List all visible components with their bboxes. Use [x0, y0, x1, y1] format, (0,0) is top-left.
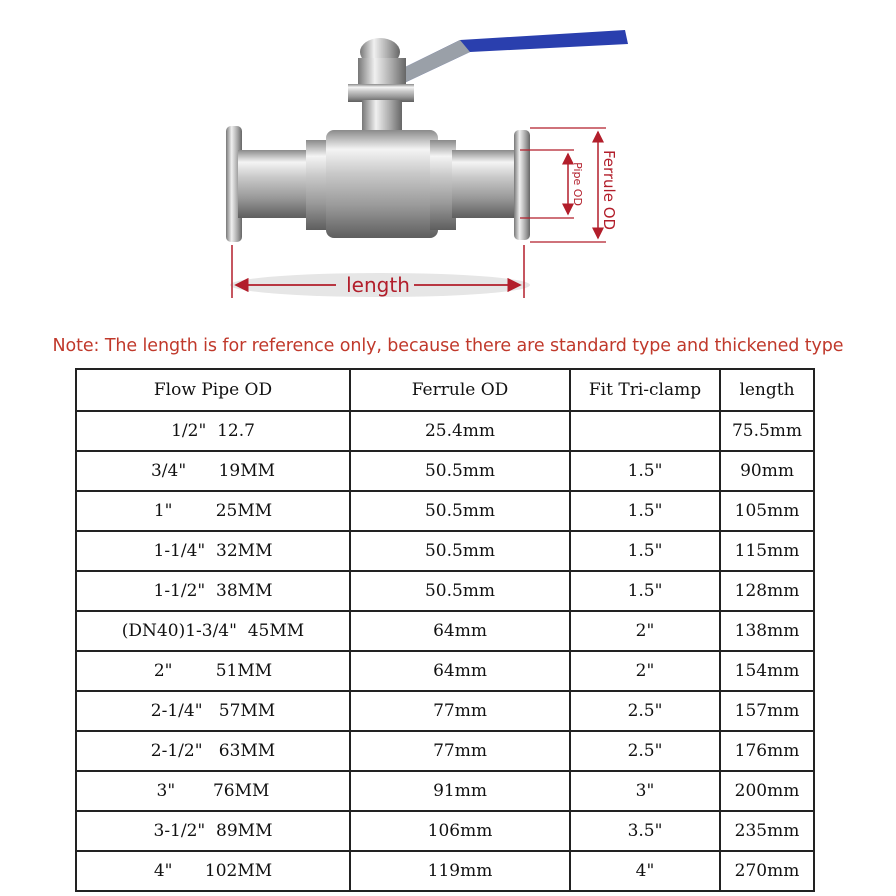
ferrule-od-cell: 77mm — [350, 691, 570, 731]
table-row — [76, 691, 814, 731]
tri-clamp-cell: 2.5" — [570, 731, 720, 771]
tri-clamp-cell — [570, 411, 720, 451]
table-row — [76, 411, 814, 451]
table-row — [76, 571, 814, 611]
ferrule-od-cell: 91mm — [350, 771, 570, 811]
ferrule-od-cell: 64mm — [350, 651, 570, 691]
flow-pipe-od-cell: 2-1/4" 57MM — [76, 691, 350, 731]
table-row — [76, 531, 814, 571]
tri-clamp-cell: 3" — [570, 771, 720, 811]
flow-pipe-od-cell: 1/2" 12.7 — [76, 411, 350, 451]
left-ferrule — [226, 126, 332, 242]
ferrule-od-cell: 119mm — [350, 851, 570, 891]
ferrule-od-label: Ferrule OD — [600, 149, 618, 231]
length-cell: 75.5mm — [720, 411, 814, 451]
ferrule-od-cell: 50.5mm — [350, 491, 570, 531]
ferrule-od-cell: 50.5mm — [350, 531, 570, 571]
length-cell: 115mm — [720, 531, 814, 571]
valve-stem — [348, 38, 414, 140]
reference-note: Note: The length is for reference only, because there are standard type and thickened type — [52, 336, 844, 356]
length-cell: 128mm — [720, 571, 814, 611]
table-row — [76, 651, 814, 691]
flow-pipe-od-cell: 2-1/2" 63MM — [76, 731, 350, 771]
length-cell: 176mm — [720, 731, 814, 771]
length-cell: 105mm — [720, 491, 814, 531]
ferrule-od-cell: 106mm — [350, 811, 570, 851]
tri-clamp-cell: 1.5" — [570, 491, 720, 531]
tri-clamp-cell: 2" — [570, 651, 720, 691]
flow-pipe-od-cell: 3-1/2" 89MM — [76, 811, 350, 851]
ferrule-od-cell: 25.4mm — [350, 411, 570, 451]
length-cell: 200mm — [720, 771, 814, 811]
flow-pipe-od-cell: 4" 102MM — [76, 851, 350, 891]
spec-table — [75, 368, 815, 892]
ferrule-od-cell: 50.5mm — [350, 571, 570, 611]
tri-clamp-cell: 1.5" — [570, 451, 720, 491]
valve-body — [326, 130, 438, 238]
header-length: length — [720, 369, 814, 411]
length-cell: 154mm — [720, 651, 814, 691]
ferrule-od-cell: 64mm — [350, 611, 570, 651]
ferrule-od-cell: 77mm — [350, 731, 570, 771]
table-row — [76, 811, 814, 851]
valve-handle — [395, 30, 628, 84]
table-row — [76, 731, 814, 771]
tri-clamp-cell: 1.5" — [570, 531, 720, 571]
flow-pipe-od-cell: 3" 76MM — [76, 771, 350, 811]
ferrule-od-cell: 50.5mm — [350, 451, 570, 491]
pipe-od-label: Pipe OD — [571, 162, 584, 206]
length-cell: 270mm — [720, 851, 814, 891]
flow-pipe-od-cell: 1" 25MM — [76, 491, 350, 531]
table-row — [76, 851, 814, 891]
right-ferrule — [452, 130, 530, 240]
flow-pipe-od-cell: 3/4" 19MM — [76, 451, 350, 491]
tri-clamp-cell: 2" — [570, 611, 720, 651]
table-row — [76, 611, 814, 651]
length-label: length — [346, 273, 410, 297]
tri-clamp-cell: 3.5" — [570, 811, 720, 851]
flow-pipe-od-cell: 1-1/4" 32MM — [76, 531, 350, 571]
length-cell: 157mm — [720, 691, 814, 731]
tri-clamp-cell: 2.5" — [570, 691, 720, 731]
header-flow-pipe-od: Flow Pipe OD — [76, 369, 350, 411]
length-cell: 235mm — [720, 811, 814, 851]
flow-pipe-od-cell: 2" 51MM — [76, 651, 350, 691]
flow-pipe-od-cell: (DN40)1-3/4" 45MM — [76, 611, 350, 651]
length-cell: 90mm — [720, 451, 814, 491]
tri-clamp-cell: 1.5" — [570, 571, 720, 611]
tri-clamp-cell: 4" — [570, 851, 720, 891]
flow-pipe-od-cell: 1-1/2" 38MM — [76, 571, 350, 611]
header-ferrule-od: Ferrule OD — [350, 369, 570, 411]
valve-diagram — [0, 0, 896, 330]
table-row — [76, 771, 814, 811]
table-row — [76, 491, 814, 531]
length-cell: 138mm — [720, 611, 814, 651]
table-row — [76, 451, 814, 491]
table-header-row — [76, 369, 814, 411]
header-fit-tri-clamp: Fit Tri-clamp — [570, 369, 720, 411]
